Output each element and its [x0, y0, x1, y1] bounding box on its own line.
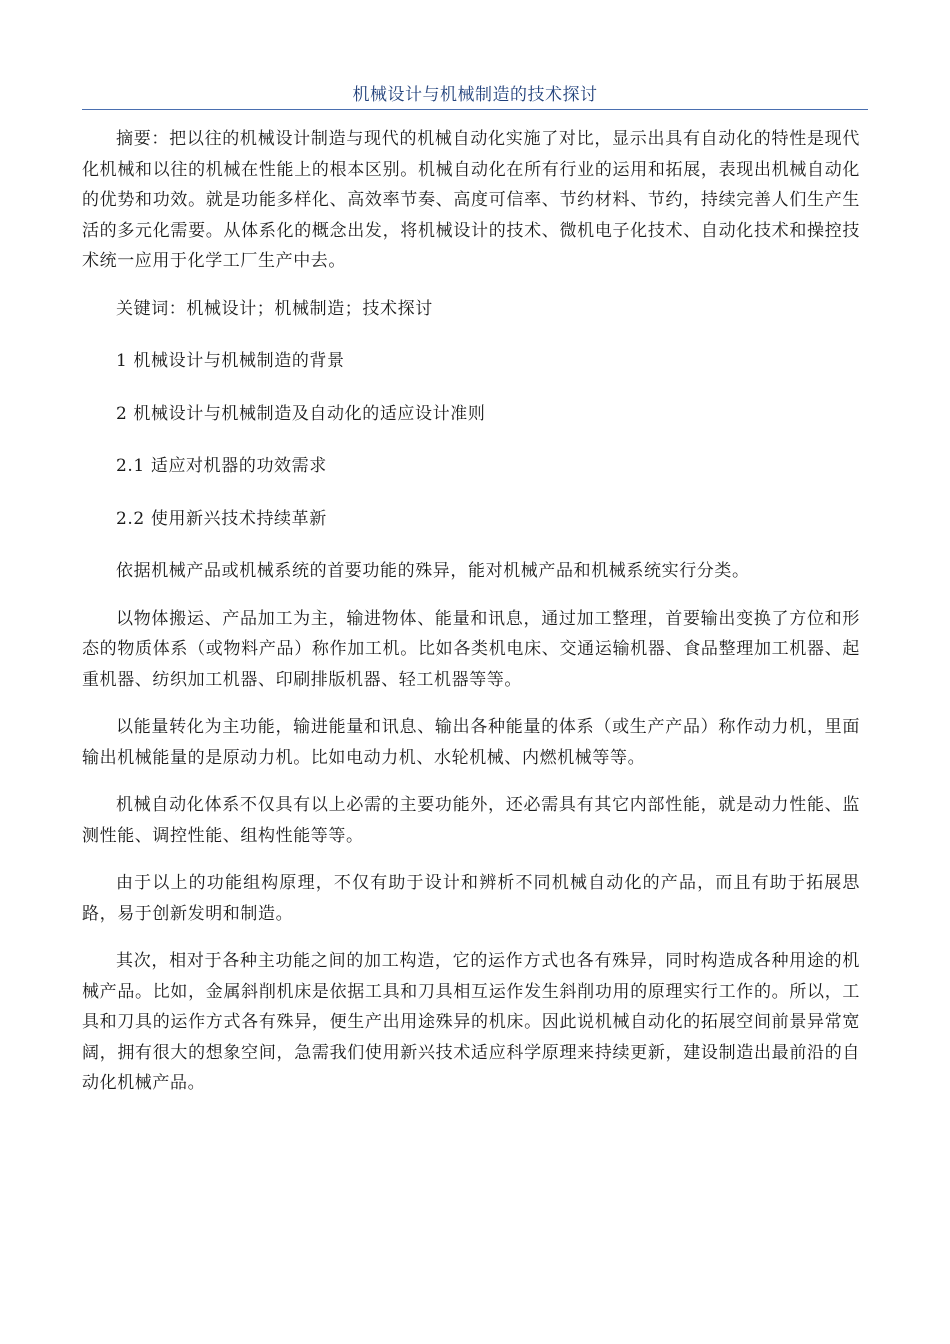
section-heading-2: 2 机械设计与机械制造及自动化的适应设计准则: [116, 403, 486, 424]
body-paragraph: 依据机械产品或机械系统的首要功能的殊异，能对机械产品和机械系统实行分类。: [116, 561, 750, 581]
section-heading-2-1: 2.1 适应对机器的功效需求: [116, 456, 327, 476]
body-paragraph: 其次，相对于各种主功能之间的加工构造，它的运作方式也各有殊异，同时构造成各种用途的机械产品。比如，金属斜削机床是依据工具和刀具相互运作发生斜削功用的原理实行工作的。所以，工具和刀具的运作方式各有殊异，便生产出用途殊异的机床。因此说机械自动化的拓展空间前景异常宽阔，拥有很大的想象空间，急需我们使用新兴技术适应科学原理来持续更新，建设制造出最前沿的自动化机械产品。: [82, 951, 860, 1093]
abstract-paragraph: 摘要：把以往的机械设计制造与现代的机械自动化实施了对比，显示出具有自动化的特性是现代化机械和以往的机械在性能上的根本区别。机械自动化在所有行业的运用和拓展，表现出机械自动化的优势和功效。就是功能多样化、高效率节奏、高度可信率、节约材料、节约，持续完善人们生产生活的多元化需要。从体系化的概念出发，将机械设计的技术、微机电子化技术、自动化技术和操控技术统一应用于化学工厂生产中去。: [82, 129, 860, 271]
section-heading-2-2: 2.2 使用新兴技术持续革新: [116, 508, 327, 529]
document-body: [82, 124, 860, 1116]
keywords-line: 关键词：机械设计；机械制造；技术探讨: [116, 298, 433, 319]
section-heading-1: 1 机械设计与机械制造的背景: [116, 351, 345, 371]
body-paragraph: 机械自动化体系不仅具有以上必需的主要功能外，还必需具有其它内部性能，就是动力性能、监测性能、调控性能、组构性能等等。: [82, 795, 860, 846]
header-divider: [82, 109, 868, 110]
body-paragraph: 由于以上的功能组构原理，不仅有助于设计和辨析不同机械自动化的产品，而且有助于拓展思路，易于创新发明和制造。: [82, 873, 860, 924]
body-paragraph: 以物体搬运、产品加工为主，输进物体、能量和讯息，通过加工整理，首要输出变换了方位和形态的物质体系（或物料产品）称作加工机。比如各类机电床、交通运输机器、食品整理加工机器、起重机器、纺织加工机器、印刷排版机器、轻工机器等等。: [82, 608, 860, 690]
body-paragraph: 以能量转化为主功能，输进能量和讯息、输出各种能量的体系（或生产产品）称作动力机，里面输出机械能量的是原动力机。比如电动力机、水轮机械、内燃机械等等。: [82, 717, 860, 768]
page-header-title: 机械设计与机械制造的技术探讨: [352, 85, 598, 105]
